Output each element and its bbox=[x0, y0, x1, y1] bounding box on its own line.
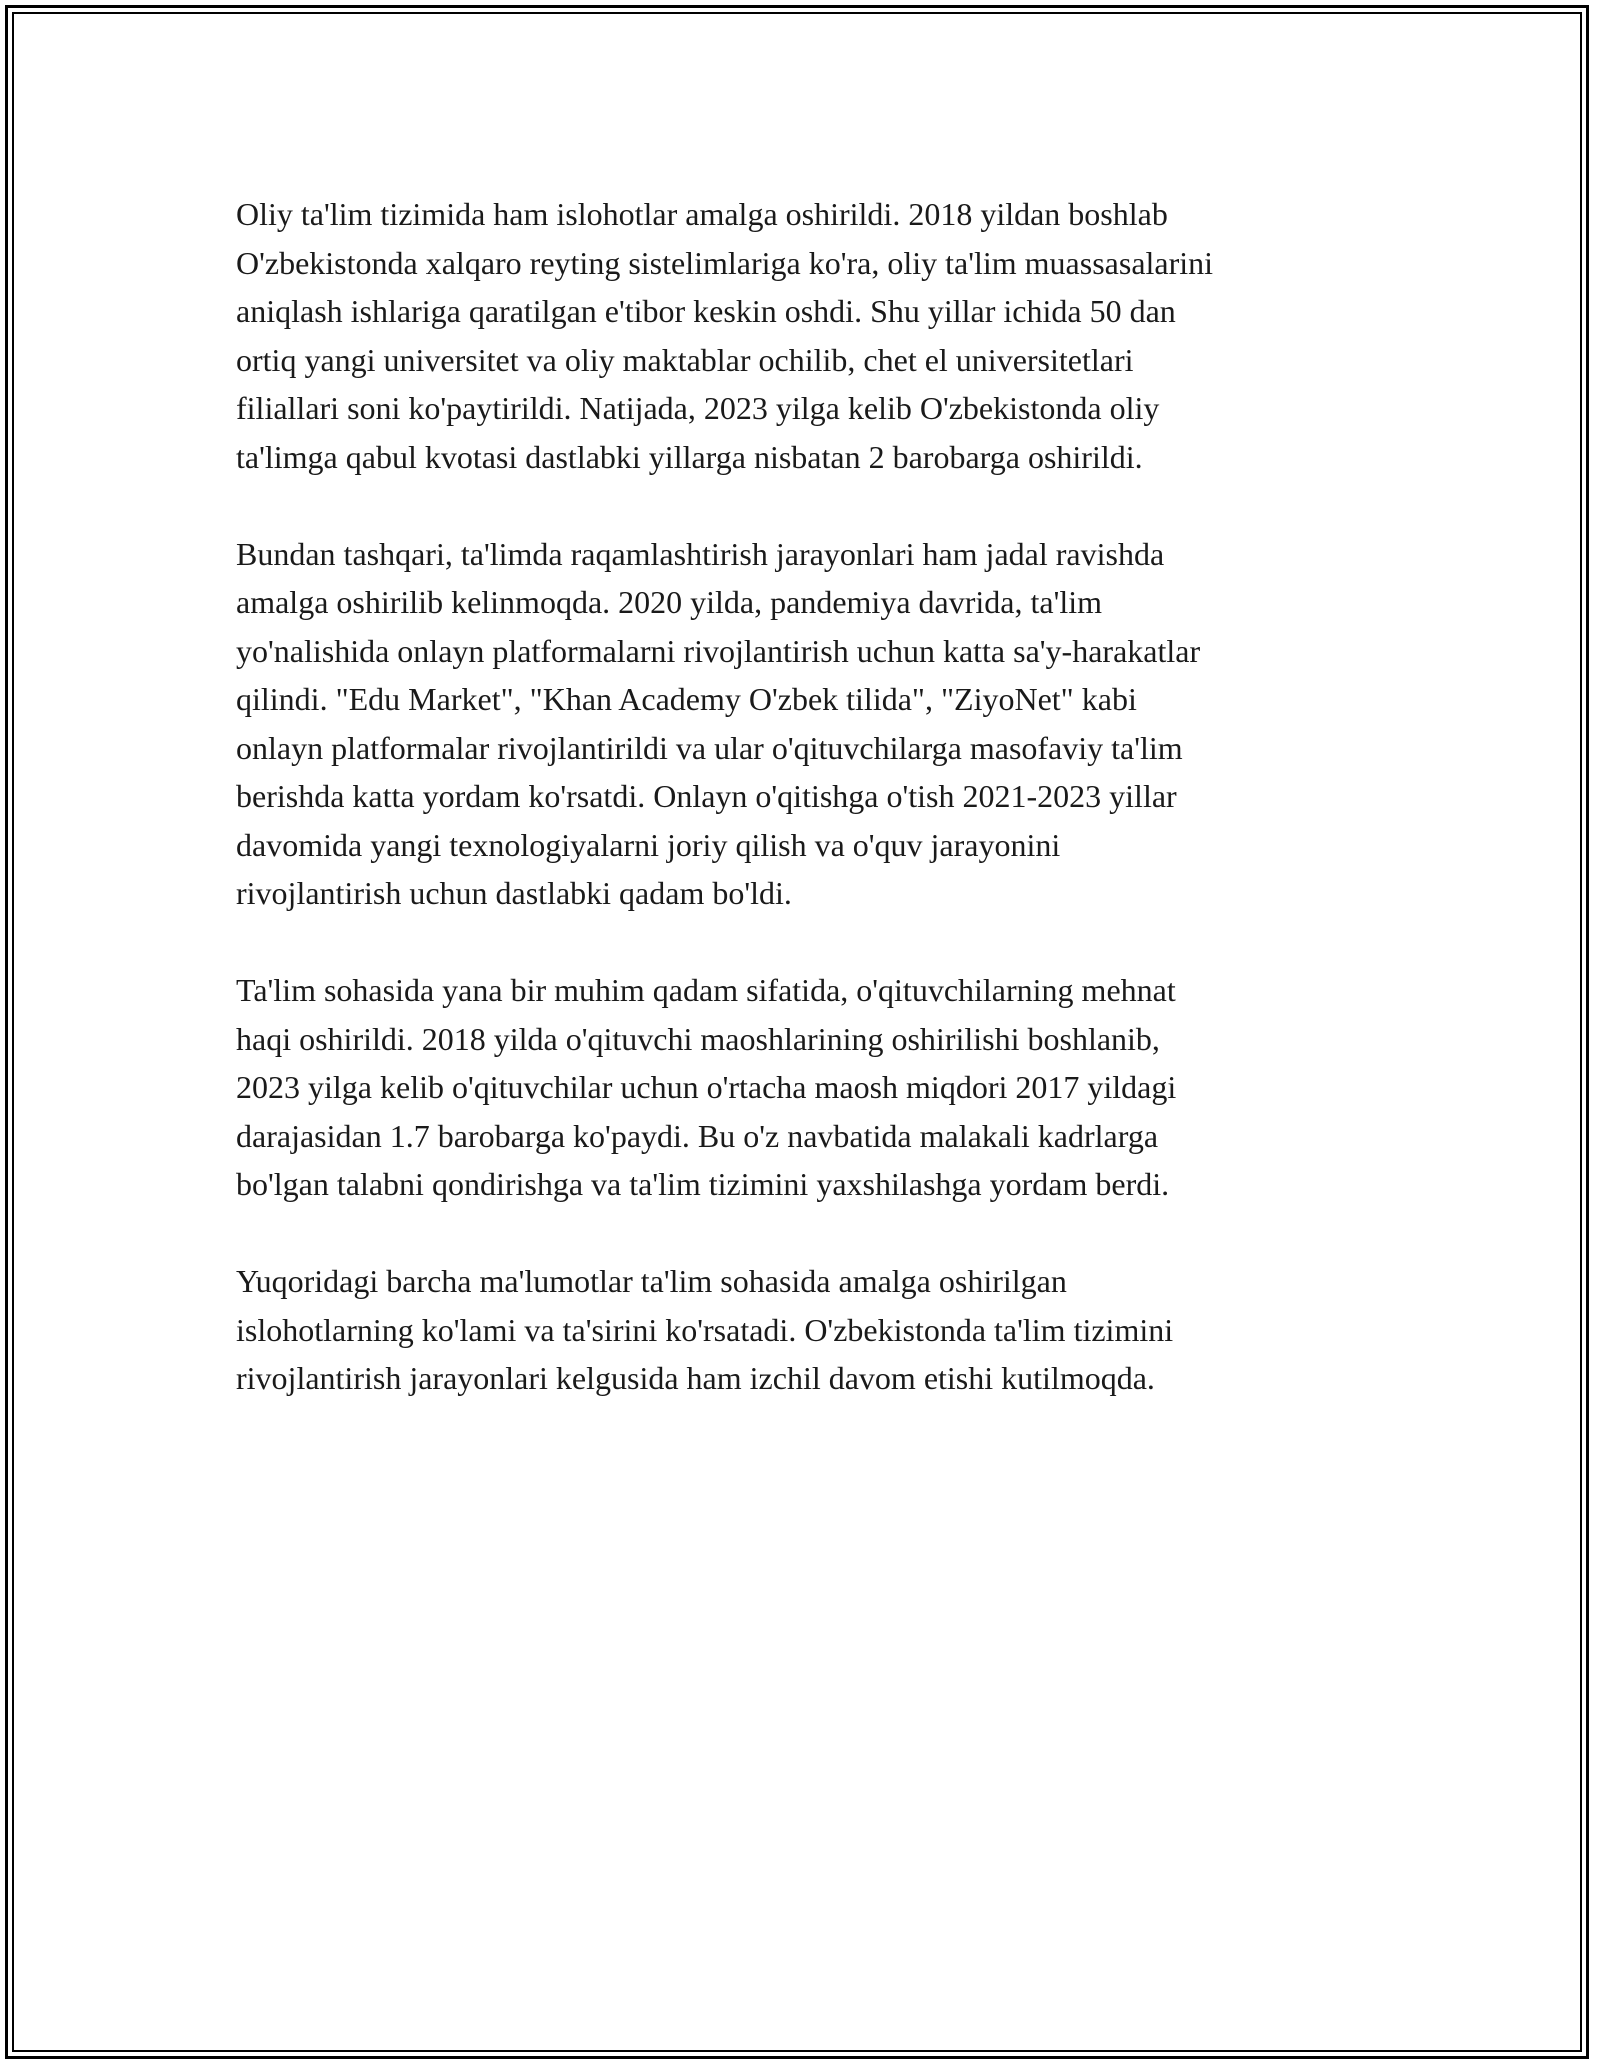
text-line: darajasidan 1.7 barobarga ko'paydi. Bu o'z navbatida malakali kadrlarga bbox=[236, 1117, 1159, 1154]
text-line: onlayn platformalar rivojlantirildi va ular o'qituvchilarga masofaviy ta'lim bbox=[236, 729, 1183, 766]
text-line: rivojlantirish uchun dastlabki qadam bo'ldi. bbox=[236, 875, 792, 911]
text-line: Ta'lim sohasida yana bir muhim qadam sifatida, o'qituvchilarning mehnat bbox=[236, 972, 1176, 1008]
text-line: haqi oshirildi. 2018 yilda o'qituvchi maoshlarining oshirilishi boshlanib, bbox=[236, 1020, 1160, 1057]
paragraph-1 bbox=[236, 190, 1396, 481]
text-line: O'zbekistonda xalqaro reyting sistelimlariga ko'ra, oliy ta'lim muassasalarini bbox=[236, 244, 1214, 281]
text-line: ta'limga qabul kvotasi dastlabki yillarga nisbatan 2 barobarga oshirildi. bbox=[236, 438, 1143, 475]
text-line: filiallari soni ko'paytirildi. Natijada, 2023 yilga kelib O'zbekistonda oliy bbox=[236, 390, 1160, 426]
text-line: aniqlash ishlariga qaratilgan e'tibor keskin oshdi. Shu yillar ichida 50 dan bbox=[236, 293, 1176, 329]
paragraph-2 bbox=[236, 530, 1396, 918]
text-line: qilindi. "Edu Market", "Khan Academy O'zbek tilida", "ZiyoNet" kabi bbox=[236, 681, 1137, 717]
text-line: yo'nalishida onlayn platformalarni rivojlantirish uchun katta sa'y-harakatlar bbox=[236, 632, 1201, 669]
text-line: islohotlarning ko'lami va ta'sirini ko'rsatadi. O'zbekistonda ta'lim tizimini bbox=[236, 1311, 1174, 1348]
text-line: rivojlantirish jarayonlari kelgusida ham izchil davom etishi kutilmoqda. bbox=[236, 1360, 1155, 1396]
text-line: davomida yangi texnologiyalarni joriy qilish va o'quv jarayonini bbox=[236, 826, 1061, 863]
text-line: 2023 yilga kelib o'qituvchilar uchun o'rtacha maosh miqdori 2017 yildagi bbox=[236, 1069, 1177, 1105]
text-line: Yuqoridagi barcha ma'lumotlar ta'lim sohasida amalga oshirilgan bbox=[236, 1263, 1067, 1299]
text-line: bo'lgan talabni qondirishga va ta'lim tizimini yaxshilashga yordam berdi. bbox=[236, 1166, 1170, 1202]
text-line: Oliy ta'lim tizimida ham islohotlar amalga oshirildi. 2018 yildan boshlab bbox=[236, 196, 1168, 232]
text-line: berishda katta yordam ko'rsatdi. Onlayn o'qitishga o'tish 2021-2023 yillar bbox=[236, 778, 1177, 814]
paragraph-4 bbox=[236, 1257, 1396, 1403]
text-line: ortiq yangi universitet va oliy maktablar ochilib, chet el universitetlari bbox=[236, 341, 1134, 378]
text-line: amalga oshirilib kelinmoqda. 2020 yilda, pandemiya davrida, ta'lim bbox=[236, 584, 1102, 620]
text-line: Bundan tashqari, ta'limda raqamlashtirish jarayonlari ham jadal ravishda bbox=[236, 535, 1165, 572]
paragraph-3 bbox=[236, 966, 1396, 1209]
document-body bbox=[236, 190, 1396, 1451]
